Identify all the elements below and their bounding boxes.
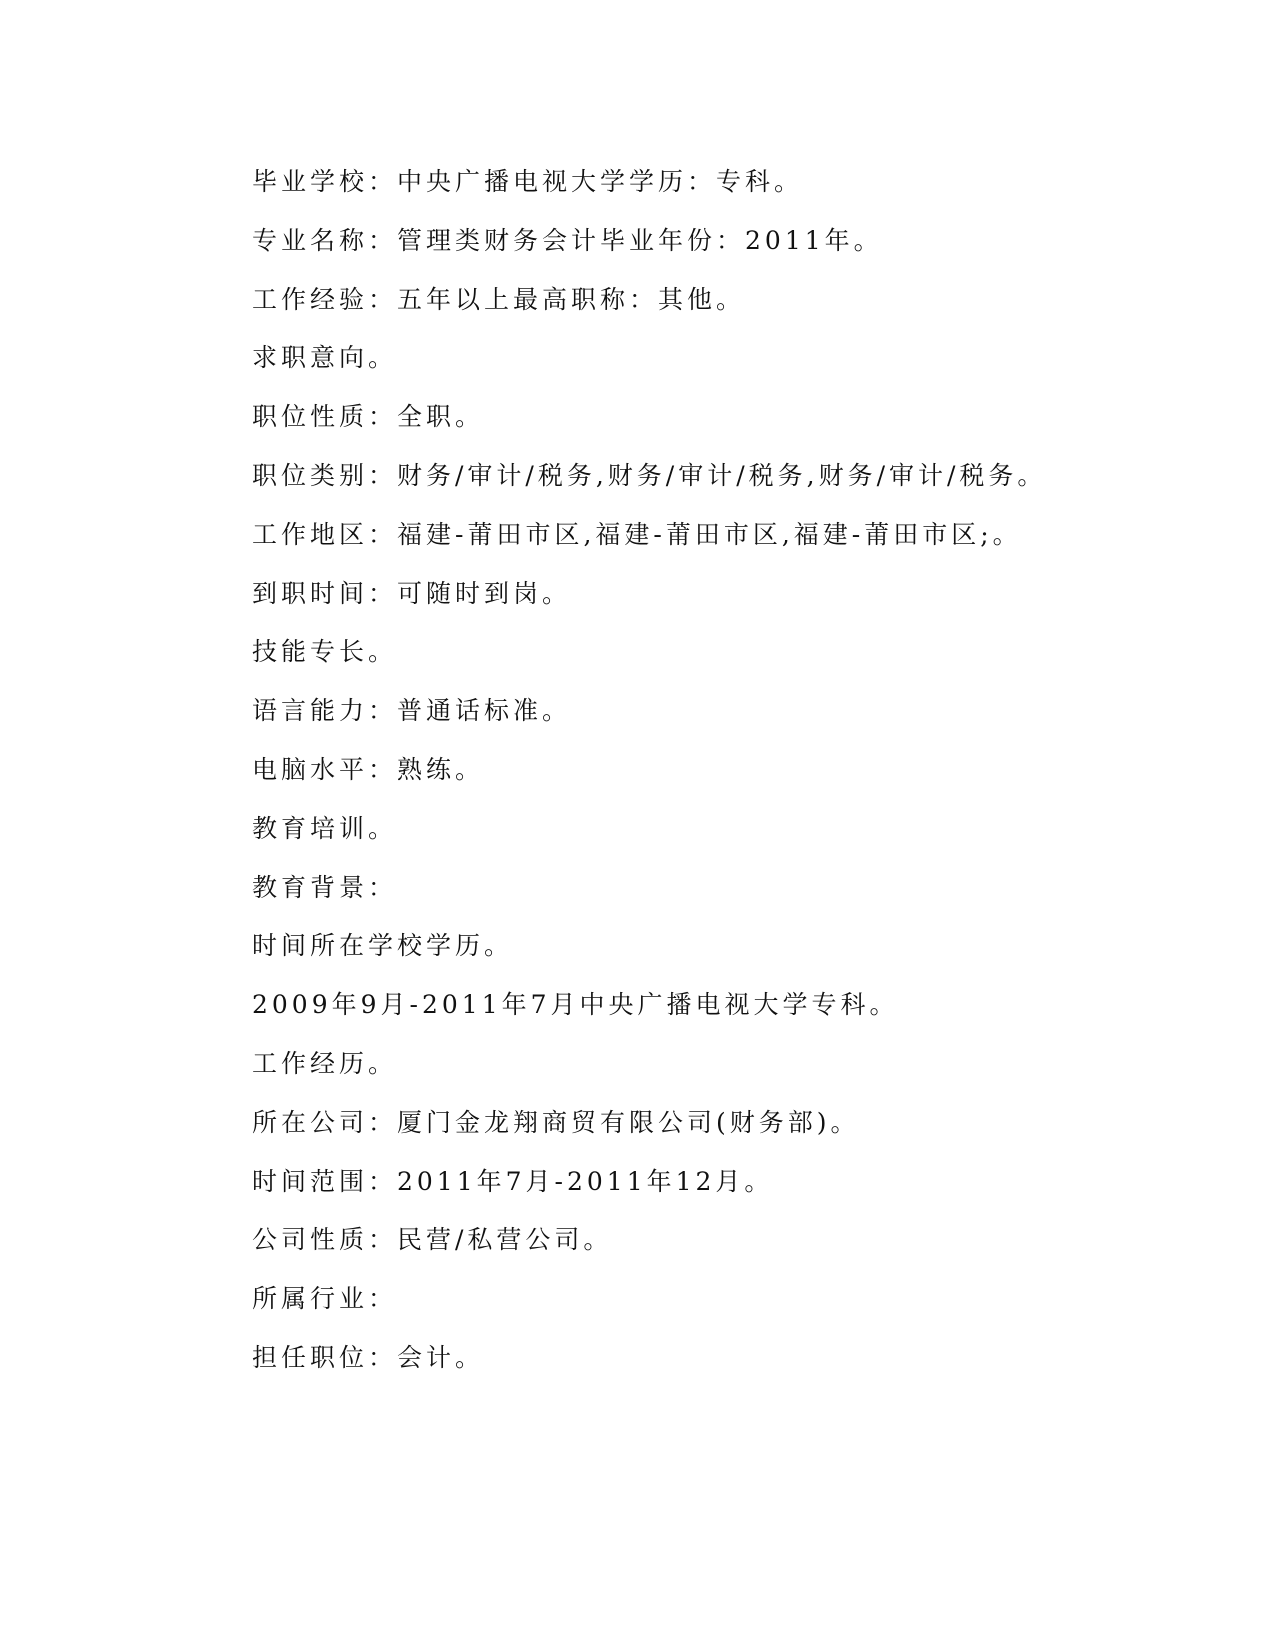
work-region-line: 工作地区：福建-莆田市区,福建-莆田市区,福建-莆田市区;。 [252, 519, 1022, 549]
job-nature-line: 职位性质：全职。 [252, 402, 485, 432]
position-held-line: 担任职位：会计。 [252, 1342, 485, 1372]
job-category-line: 职位类别：财务/审计/税务,财务/审计/税务,财务/审计/税务。 [252, 460, 1047, 490]
major-name-line: 专业名称：管理类财务会计毕业年份：2011年。 [252, 225, 883, 255]
company-line: 所在公司：厦门金龙翔商贸有限公司(财务部)。 [252, 1107, 860, 1137]
education-entry: 2009年9月-2011年7月中央广播电视大学专科。 [252, 990, 899, 1020]
document-body [252, 158, 1152, 1393]
work-experience-line: 工作经验：五年以上最高职称：其他。 [252, 284, 746, 314]
company-nature-line: 公司性质：民营/私营公司。 [252, 1225, 613, 1255]
skills-heading: 技能专长。 [252, 637, 398, 667]
graduation-school-line: 毕业学校：中央广播电视大学学历：专科。 [252, 167, 804, 196]
job-intention-heading: 求职意向。 [252, 343, 398, 373]
work-history-heading: 工作经历。 [252, 1048, 398, 1078]
education-background-label: 教育背景： [252, 872, 398, 902]
education-training-heading: 教育培训。 [252, 813, 398, 843]
education-table-header: 时间所在学校学历。 [252, 931, 514, 961]
start-time-line: 到职时间：可随时到岗。 [252, 578, 572, 608]
computer-level-line: 电脑水平：熟练。 [252, 754, 485, 784]
language-ability-line: 语言能力：普通话标准。 [252, 696, 572, 726]
industry-line: 所属行业： [252, 1284, 398, 1314]
time-range-line: 时间范围：2011年7月-2011年12月。 [252, 1166, 774, 1196]
